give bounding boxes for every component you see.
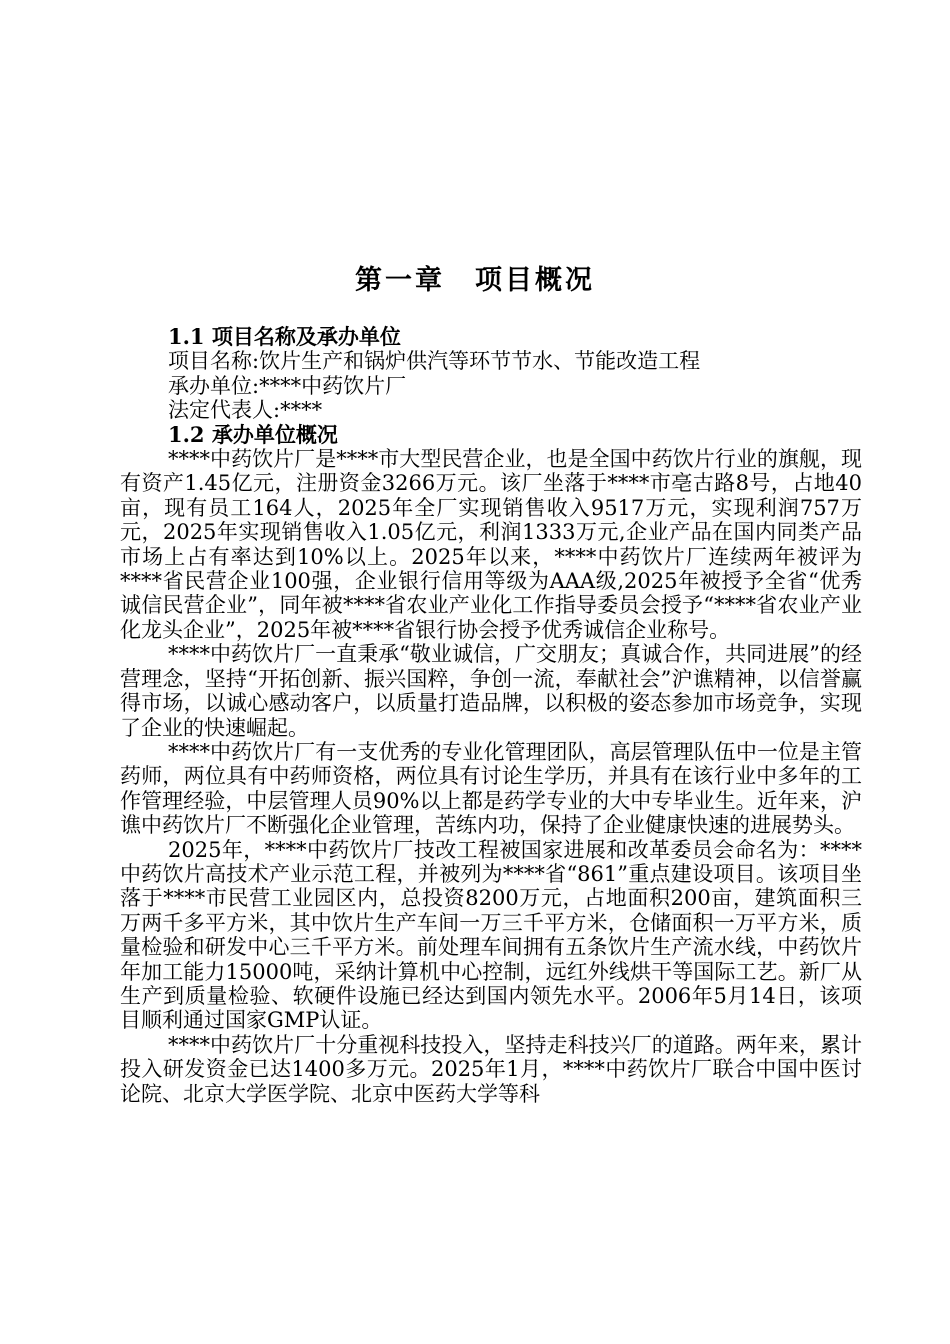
section-heading-1-1: 1.1 项目名称及承办单位 (168, 324, 401, 349)
paragraph-company-overview: ****中药饮片厂是****市大型民营企业，也是全国中药饮片行业的旗舰，现有资产1.45亿元，注册资金3266万元。该厂坐落于****市亳古路8号，占地40亩，现有员工164人，2025年全厂实现销售收入9517万元，实现利润757万元，2025年实现销售收入1.05亿元，利润1333万元,企业产品在国内同类产品市场上占有率达到10%以上。2025年以来，****中药饮片厂连续两年被评为****省民营企业100强，企业银行信用等级为AAA级,2025年被授予全省“优秀诚信民营企业”，同年被****省农业产业化工作指导委员会授予“****省农业产业化龙头企业”，2025年被****省银行协会授予优秀诚信企业称号。 (120, 447, 862, 642)
paragraph-tech-project: 2025年，****中药饮片厂技改工程被国家进展和改革委员会命名为：****中药饮片高技术产业示范工程，并被列为****省“861”重点建设项目。该项目坐落于****市民营工业园区内，总投资8200万元，占地面积200亩，建筑面积三万两千多平方米，其中饮片生产车间一万三千平方米，仓储面积一万平方米，质量检验和研发中心三千平方米。前处理车间拥有五条饮片生产流水线，中药饮片年加工能力15000吨，采纳计算机中心控制，远红外线烘干等国际工艺。新厂从生产到质量检验、软硬件设施已经达到国内领先水平。2006年5月14日，该项目顺利通过国家GMP认证。 (120, 837, 862, 1033)
chapter-title: 第一章 项目概况 (355, 265, 595, 296)
project-name-line: 项目名称:饮片生产和锅炉供汽等环节节水、节能改造工程 (168, 349, 701, 374)
document-body (120, 325, 862, 1106)
undertaking-unit-line: 承办单位:****中药饮片厂 (168, 373, 407, 398)
paragraph-business-philosophy: ****中药饮片厂一直秉承“敬业诚信，广交朋友；真诚合作，共同进展”的经营理念，坚持“开拓创新、振兴国粹，争创一流，奉献社会”沪谯精神，以信誉赢得市场，以诚心感动客户，以质量打造品牌，以积极的姿态参加市场竞争，实现了企业的快速崛起。 (120, 642, 862, 740)
legal-representative-line: 法定代表人:**** (168, 398, 323, 423)
section-heading-1-2: 1.2 承办单位概况 (168, 421, 338, 447)
paragraph-rd-investment: ****中药饮片厂十分重视科技投入，坚持走科技兴厂的道路。两年来，累计投入研发资金已达1400多万元。2025年1月，****中药饮片厂联合中国中医讨论院、北京大学医学院、北京中医药大学等科 (120, 1032, 862, 1106)
paragraph-management-team: ****中药饮片厂有一支优秀的专业化管理团队，高层管理队伍中一位是主管药师，两位具有中药师资格，两位具有讨论生学历，并具有在该行业中多年的工作管理经验，中层管理人员90%以上都是药学专业的大中专毕业生。近年来，沪谯中药饮片厂不断强化企业管理，苦练内功，保持了企业健康快速的进展势头。 (120, 739, 862, 838)
